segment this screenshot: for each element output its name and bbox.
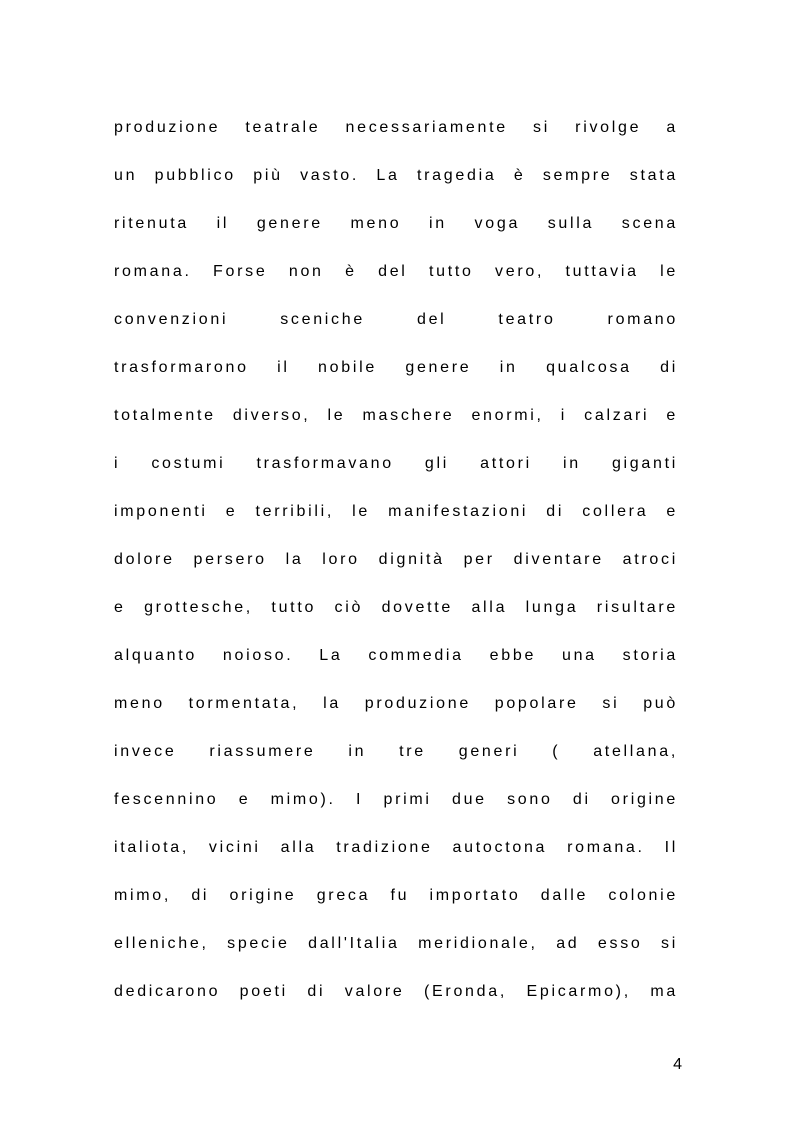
text-line: un pubblico più vasto. La tragedia è sempre stata — [114, 167, 678, 184]
text-line: italiota, vicini alla tradizione autoctona romana. Il — [114, 839, 678, 856]
body-text — [114, 106, 678, 1018]
text-line: i costumi trasformavano gli attori in giganti — [114, 455, 678, 472]
text-line: e grottesche, tutto ciò dovette alla lunga risultare — [114, 599, 678, 616]
text-line: elleniche, specie dall'Italia meridionale, ad esso si — [114, 935, 678, 952]
text-line: dolore persero la loro dignità per diventare atroci — [114, 551, 678, 568]
text-line: romana. Forse non è del tutto vero, tuttavia le — [114, 263, 678, 280]
text-line: meno tormentata, la produzione popolare si può — [114, 695, 678, 712]
text-line: convenzioni sceniche del teatro romano — [114, 311, 678, 328]
text-line: alquanto noioso. La commedia ebbe una storia — [114, 647, 678, 664]
text-line: totalmente diverso, le maschere enormi, i calzari e — [114, 407, 678, 424]
page-number: 4 — [673, 1056, 682, 1073]
text-line: ritenuta il genere meno in voga sulla scena — [114, 215, 678, 232]
text-line: dedicarono poeti di valore (Eronda, Epicarmo), ma — [114, 983, 678, 1000]
text-line: mimo, di origine greca fu importato dalle colonie — [114, 887, 678, 904]
text-line: trasformarono il nobile genere in qualcosa di — [114, 359, 678, 376]
text-line: produzione teatrale necessariamente si rivolge a — [114, 119, 678, 136]
text-line: fescennino e mimo). I primi due sono di origine — [114, 791, 678, 808]
text-line: invece riassumere in tre generi ( atellana, — [114, 743, 678, 760]
text-line: imponenti e terribili, le manifestazioni di collera e — [114, 503, 678, 520]
